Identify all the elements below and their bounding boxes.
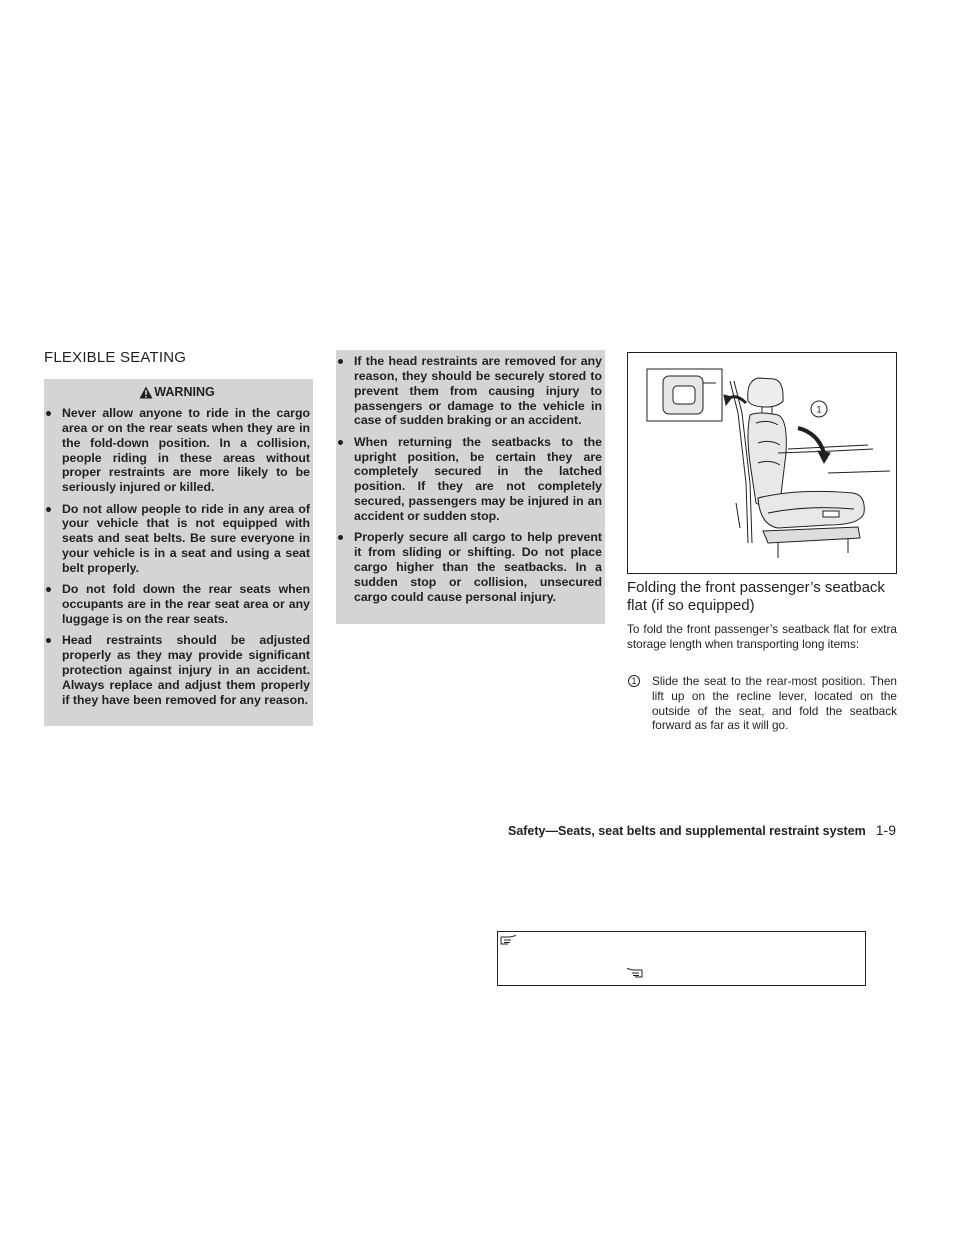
body-paragraph: To fold the front passenger’s seatback flat for extra storage length when transporting long items: xyxy=(627,622,897,651)
bullet-icon xyxy=(338,359,343,364)
warning-item-text: If the head restraints are removed for any reason, they should be securely stored to prevent them from causing injury to passengers or damage to the vehicle in case of sudden braking or an accident. xyxy=(354,354,602,428)
section-title: FLEXIBLE SEATING xyxy=(44,349,187,366)
warning-item xyxy=(44,502,310,576)
warning-item xyxy=(336,354,602,428)
seat-drawing xyxy=(628,353,896,573)
warning-item xyxy=(44,633,310,707)
warning-item xyxy=(336,435,602,524)
warning-item-text: Properly secure all cargo to help prevent it from sliding or shifting. Do not place cargo higher than the seatbacks. In a sudden stop or collision, unsecured cargo could cause personal injury. xyxy=(354,530,602,604)
warning-box-left xyxy=(44,379,313,726)
step-text: Slide the seat to the rear-most position. Then lift up on the recline lever, located on the outside of the seat, and fold the seatback forward as far as it will go. xyxy=(652,674,897,733)
pointing-hand-icon xyxy=(625,967,643,979)
warning-list-left xyxy=(44,406,310,708)
warning-triangle-icon xyxy=(139,386,153,399)
warning-item-text: Head restraints should be adjusted properly as they may provide significant protection against injury in an accident. Always replace and adjust them properly if they have been removed for any reason. xyxy=(62,633,310,707)
step-item xyxy=(627,674,897,733)
page-footer xyxy=(508,822,896,838)
footer-chapter: Safety—Seats, seat belts and supplemental restraint system xyxy=(507,824,866,838)
warning-item-text: When returning the seatbacks to the upright position, be certain they are completely secured in the latched position. If they are not completely secured, passengers may be injured in an accident or sudden stop. xyxy=(354,434,602,523)
figure-caption: Folding the front passenger’s seatback flat (if so equipped) xyxy=(627,579,885,614)
warning-item-text: Do not allow people to ride in any area of your vehicle that is not equipped with seats and seat belts. Be sure everyone in your vehicle is in a seat and using a seat belt properly. xyxy=(62,501,310,575)
bullet-icon xyxy=(46,638,51,643)
warning-item-text: Never allow anyone to ride in the cargo area or on the rear seats when they are in the fold-down position. In a collision, people riding in these areas without proper restraints are more likely to be seriously injured or killed. xyxy=(62,406,310,495)
footer-page-number: 1-9 xyxy=(875,822,896,838)
warning-item xyxy=(44,582,310,627)
warning-box-right xyxy=(336,350,605,624)
bullet-icon xyxy=(46,507,51,512)
step-number-icon: 1 xyxy=(628,675,640,687)
seat-illustration xyxy=(627,352,897,574)
warning-header xyxy=(44,383,310,402)
reference-box xyxy=(497,931,866,986)
bullet-icon xyxy=(338,535,343,540)
bullet-icon xyxy=(46,411,51,416)
callout-label: 1 xyxy=(816,404,822,415)
warning-item xyxy=(336,530,602,604)
warning-list-right xyxy=(336,354,602,605)
bullet-icon xyxy=(46,587,51,592)
bullet-icon xyxy=(338,440,343,445)
pointing-hand-icon xyxy=(500,934,518,946)
warning-item-text: Do not fold down the rear seats when occupants are in the rear seat area or any luggage is on the rear seats. xyxy=(62,582,310,626)
warning-label: WARNING xyxy=(154,385,215,399)
warning-item xyxy=(44,406,310,495)
